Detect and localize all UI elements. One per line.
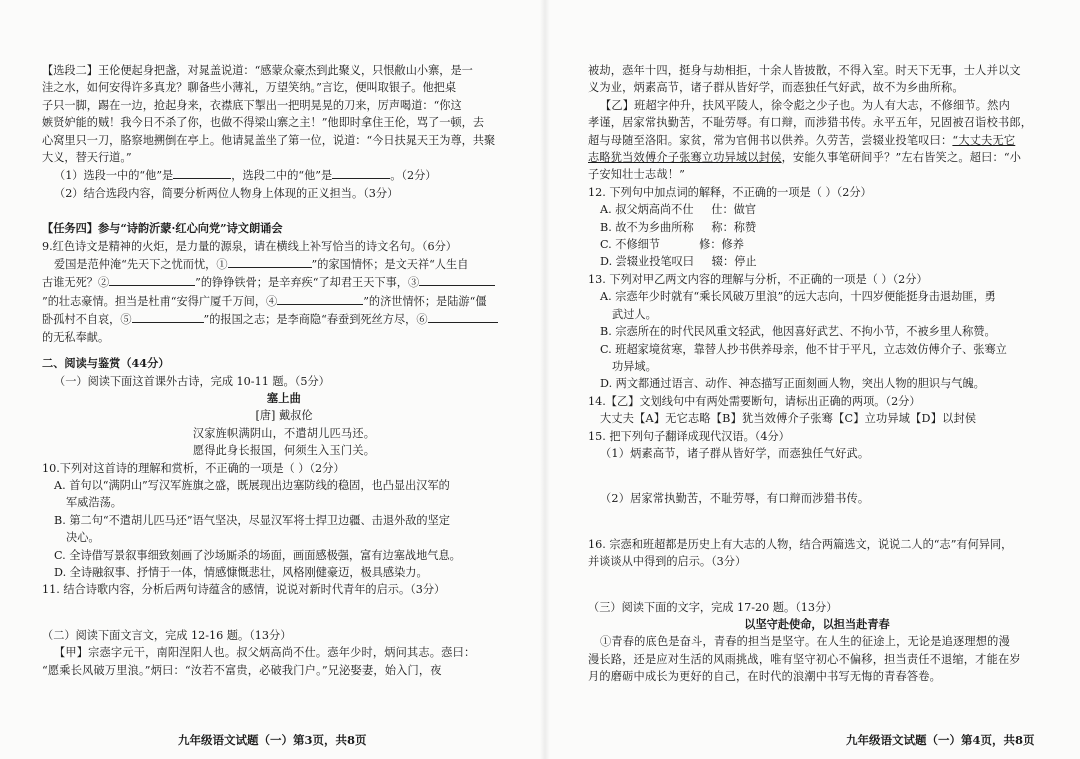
question-13: 13. 下列对甲乙两文内容的理解与分析，不正确的一项是（ ）（2分）: [588, 272, 928, 286]
answer-blank[interactable]: [132, 310, 204, 323]
question-10: 10.下列对这首诗的理解和赏析，不正确的一项是（ ）（2分）: [42, 461, 345, 475]
option-a-cont: 军威浩荡。: [66, 496, 122, 510]
question-text: ”的壮志豪情。担当是杜甫“安得广厦千万间，④ ”的济世情怀；是陆游“僵: [42, 292, 526, 310]
question-item: （2）结合选段内容，简要分析两位人物身上体现的正义担当。（3分）: [54, 186, 399, 200]
answer-blank[interactable]: [109, 273, 195, 286]
question-text: 古谁无死？② ”的铮铮铁骨；是辛弃疾“了却君王天下事，③: [42, 273, 526, 291]
classical-text: 【乙】班超字仲升，扶风平陵人，徐令彪之少子也。为人有大志，不修细节。然内: [600, 98, 1010, 112]
question-14: 14.【乙】文划线句中有两处需要断句，请标出正确的两项。（2分）: [588, 394, 921, 408]
page-footer: 九年级语文试题（一）第3页，共8页: [178, 732, 367, 747]
option-a-cont: 武过人。: [612, 307, 657, 321]
sentence-breaks: 大丈夫【A】无它志略【B】犹当效傅介子张骞【C】立功异域【D】以封侯: [600, 412, 977, 426]
passage-text: 大义，替天行道。”: [42, 151, 132, 165]
passage-text: 子只一脚，踢在一边，抢起身来，衣襟底下掣出一把明晃晃的刀来，厉声喝道：“你这: [42, 98, 462, 112]
classical-text: 志略犹当效傅介子张骞立功异域以封侯，安能久事笔研间乎？”左右皆笑之。超曰：“小: [588, 151, 1022, 165]
passage-text: 嫉贤妒能的贼！我今日不杀了你，也做不得梁山寨之主！”他即时拿住王伦，骂了一顿，去: [42, 116, 485, 130]
option-c: C. 全诗借写景叙事细致刻画了沙场厮杀的场面，画面感极强，富有边塞战地气息。: [54, 548, 461, 562]
classical-text: 【甲】宗悫字元干，南阳涅阳人也。叔父炳高尚不仕。悫年少时，炳问其志。悫曰：: [54, 646, 476, 660]
page-4: [546, 0, 1080, 759]
option-c-cont: 功异域。: [612, 359, 657, 373]
passage-text: 洼之水，如何安得许多真龙？聊备些小薄礼，万望笑纳。”言讫，便叫取银子。他把桌: [42, 81, 457, 95]
classical-text: 被劫，悫年十四，挺身与劫相拒，十余人皆披散，不得入室。时天下无事，士人并以文: [588, 64, 1021, 77]
essay-title: 以坚守赴使命，以担当赴青春: [744, 616, 890, 631]
underlined-sentence: “大丈夫无它: [952, 133, 1016, 147]
classical-text: 子安知壮士志哉！”: [588, 168, 686, 182]
question-text: 的无私奉献。: [42, 330, 110, 344]
classical-text: 孝谨，居家常执勤苦，不耻劳辱。有口辩，而涉猎书传。永平五年，兄固被召诣校书郎，: [588, 116, 1033, 130]
underlined-sentence: 志略犹当效傅介子张骞立功异域以封侯: [588, 151, 782, 165]
option-a: A. 叔父炳高尚不仕 仕：做官: [600, 203, 757, 217]
question-9: 9.红色诗文是精神的火炬，是力量的源泉，请在横线上补写恰当的诗文名句。（6分）: [42, 239, 457, 253]
section-heading: 【任务四】参与“诗韵沂蒙·红心向党”诗文朗诵会: [42, 221, 283, 236]
option-b: B. 第二句“不遣胡儿匹马还”语气坚决，尽显汉军将士捍卫边疆、击退外敌的坚定: [54, 513, 450, 527]
subsection-heading: （二）阅读下面文言文，完成 12-16 题。（13分）: [42, 628, 292, 642]
question-item: （1）选段一中的“他”是 ，选段二中的“他”是 。（2分）: [42, 166, 526, 184]
option-c: C. 不修细节 修：修养: [600, 238, 744, 252]
answer-blank[interactable]: [228, 255, 312, 268]
classical-text: 义为业，炳素高节，诸子群从皆好学，而悫独任气好武，故不为乡曲所称。: [588, 81, 964, 95]
answer-blank[interactable]: [428, 310, 498, 323]
answer-blank[interactable]: [277, 292, 363, 305]
option-a: A. 首句以“满阴山”写汉军旌旗之盛，既展现出边塞防线的稳固，也凸显出汉军的: [54, 478, 450, 492]
option-d: D. 尝辍业投笔叹曰 辍：停止: [600, 255, 757, 269]
option-b-cont: 决心。: [66, 531, 100, 545]
page-footer: 九年级语文试题（一）第4页，共8页: [846, 732, 1035, 747]
essay-text: 月的磨砺中成长为更好的自己，在时代的浪潮中书写无悔的青春答卷。: [588, 670, 942, 684]
essay-text: ①青春的底色是奋斗，青春的担当是坚守。在人生的征途上，无论是追逐理想的漫: [600, 635, 1010, 649]
question-text: 卧孤村不自哀，⑤ ”的报国之志；是李商隐“春蚕到死丝方尽，⑥: [42, 310, 526, 328]
option-b: B. 故不为乡曲所称 称：称赞: [600, 220, 757, 234]
classical-text: 超与母随至洛阳。家贫，常为官佣书以供养。久劳苦，尝辍业投笔叹曰：“大丈夫无它: [588, 133, 1016, 147]
answer-blank[interactable]: [419, 273, 495, 286]
answer-blank[interactable]: [332, 166, 390, 179]
classical-text: “愿乘长风破万里浪。”炳曰：“汝若不富贵，必破我门户。”兄泌娶妻，始入门，夜: [42, 663, 442, 677]
poem-title: 塞上曲: [266, 390, 302, 405]
question-12: 12. 下列句中加点词的解释，不正确的一项是（ ）（2分）: [588, 185, 872, 199]
option-d: D. 两文都通过语言、动作、神态描写正面刻画人物，突出人物的胆识与气魄。: [600, 377, 985, 391]
option-b: B. 宗悫所在的时代民风重文轻武，他因喜好武艺、不拘小节，不被乡里人称赞。: [600, 325, 996, 339]
poem-author: [唐] 戴叔伦: [255, 409, 313, 423]
answer-blank[interactable]: [173, 166, 231, 179]
subsection-heading: （一）阅读下面这首课外古诗，完成 10-11 题。（5分）: [54, 374, 330, 388]
subsection-heading: （三）阅读下面的文字，完成 17-20 题。（13分）: [588, 600, 838, 614]
poem-line: 愿得此身长报国，何须生入玉门关。: [192, 444, 376, 458]
option-a: A. 宗悫年少时就有“乘长风破万里浪”的远大志向，十四岁便能挺身击退劫匪，勇: [600, 290, 996, 304]
section-heading: 二、阅读与鉴赏（44分）: [42, 356, 170, 371]
question-16-cont: 并谈谈从中得到的启示。（3分）: [588, 555, 747, 569]
option-c: C. 班超家境贫寒，靠替人抄书供养母亲，他不甘于平凡，立志效仿傅介子、张骞立: [600, 342, 1007, 356]
poem-line: 汉家旌帜满阴山，不遣胡儿匹马还。: [192, 426, 376, 440]
passage-text: 【选段二】王伦便起身把盏，对晁盖说道：“感蒙众豪杰到此聚义，只恨敝山小寨，是一: [42, 64, 473, 77]
translate-item: （1）炳素高节，诸子群从皆好学，而悫独任气好武。: [600, 446, 870, 460]
translate-item: （2）居家常执勤苦，不耻劳辱，有口辩而涉猎书传。: [600, 492, 870, 506]
essay-text: 漫长路，还是应对生活的风雨挑战，唯有坚守初心不偏移，担当责任不退缩，才能在岁: [588, 652, 1021, 666]
question-16: 16. 宗悫和班超都是历史上有大志的人物，结合两篇选文，说说二人的“志”有何异同，: [588, 537, 1013, 551]
option-d: D. 全诗融叙事、抒情于一体，情感慷慨悲壮，风格刚健豪迈，极具感染力。: [54, 565, 428, 579]
question-15: 15. 把下列句子翻译成现代汉语。（4分）: [588, 429, 790, 443]
passage-text: 心窝里只一刀，胳察地搠倒在亭上。他请晁盖坐了第一位，说道：“今日扶晁天王为尊，共聚: [42, 133, 496, 147]
question-11: 11. 结合诗歌内容，分析后两句诗蕴含的感情，说说对新时代青年的启示。（3分）: [42, 583, 446, 597]
question-text: 爱国是范仲淹“先天下之忧而忧，① ”的家国情怀；是文天祥“人生自: [42, 255, 526, 273]
